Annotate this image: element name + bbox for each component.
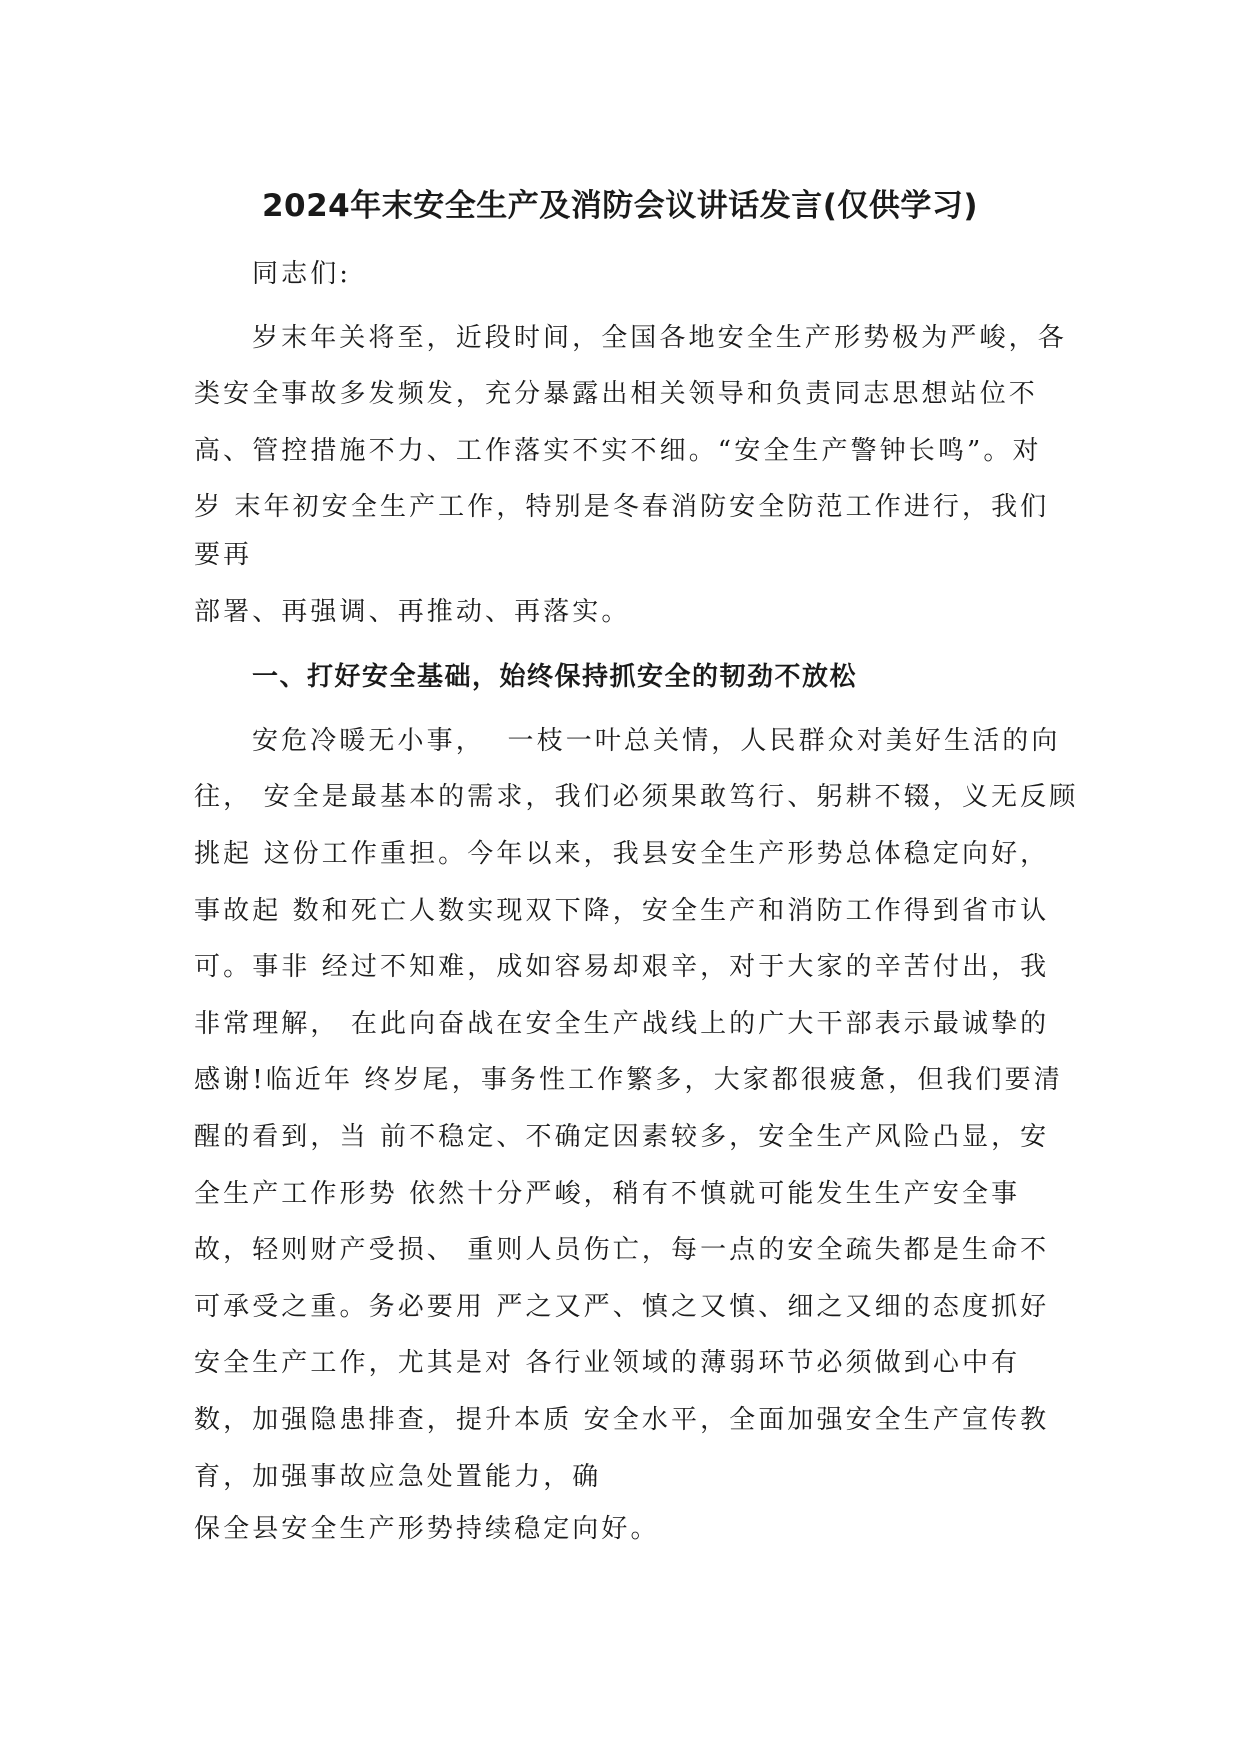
body-line: 醒的看到，当 前不稳定、不确定因素较多，安全生产风险凸显，安 (194, 1122, 1050, 1152)
intro-line: 岁 末年初安全生产工作，特别是冬春消防安全防范工作进行，我们 (194, 492, 1050, 522)
body-line: 安全生产工作，尤其是对 各行业领域的薄弱环节必须做到心中有 (194, 1348, 1021, 1378)
body-line: 挑起 这份工作重担。今年以来，我县安全生产形势总体稳定向好， (194, 839, 1050, 869)
salutation: 同志们: (252, 259, 352, 289)
intro-line: 岁末年关将至，近段时间，全国各地安全生产形势极为严峻，各 (252, 323, 1067, 353)
intro-line: 高、管控措施不力、工作落实不实不细。“安全生产警钟长鸣”。对 (194, 436, 1042, 466)
document-title: 2024年末安全生产及消防会议讲话发言(仅供学习) (261, 188, 979, 224)
body-line: 非常理解， 在此向奋战在安全生产战线上的广大干部表示最诚挚的 (194, 1009, 1050, 1039)
body-line: 可承受之重。务必要用 严之又严、慎之又慎、细之又细的态度抓好 (194, 1292, 1050, 1322)
intro-line: 要再 (194, 540, 253, 570)
body-line: 育，加强事故应急处置能力，确 (194, 1462, 602, 1492)
body-line: 数，加强隐患排查，提升本质 安全水平，全面加强安全生产宣传教 (194, 1405, 1050, 1435)
intro-line: 部署、再强调、再推动、再落实。 (194, 597, 631, 627)
body-line: 全生产工作形势 依然十分严峻，稍有不慎就可能发生生产安全事 (194, 1179, 1021, 1209)
body-line: 保全县安全生产形势持续稳定向好。 (194, 1514, 660, 1544)
intro-line: 类安全事故多发频发，充分暴露出相关领导和负责同志思想站位不 (194, 379, 1038, 409)
body-line: 事故起 数和死亡人数实现双下降，安全生产和消防工作得到省市认 (194, 896, 1050, 926)
body-line: 故，轻则财产受损、 重则人员伤亡，每一点的安全疏失都是生命不 (194, 1235, 1050, 1265)
body-line: 往， 安全是最基本的需求，我们必须果敢笃行、躬耕不辍，义无反顾 (194, 782, 1079, 812)
body-line: 感谢!临近年 终岁尾，事务性工作繁多，大家都很疲惫，但我们要清 (194, 1065, 1063, 1095)
section-heading: 一、打好安全基础，始终保持抓安全的韧劲不放松 (252, 662, 858, 692)
body-line: 可。事非 经过不知难，成如容易却艰辛，对于大家的辛苦付出，我 (194, 952, 1050, 982)
body-line: 安危冷暖无小事， 一枝一叶总关情，人民群众对美好生活的向 (252, 726, 1061, 756)
